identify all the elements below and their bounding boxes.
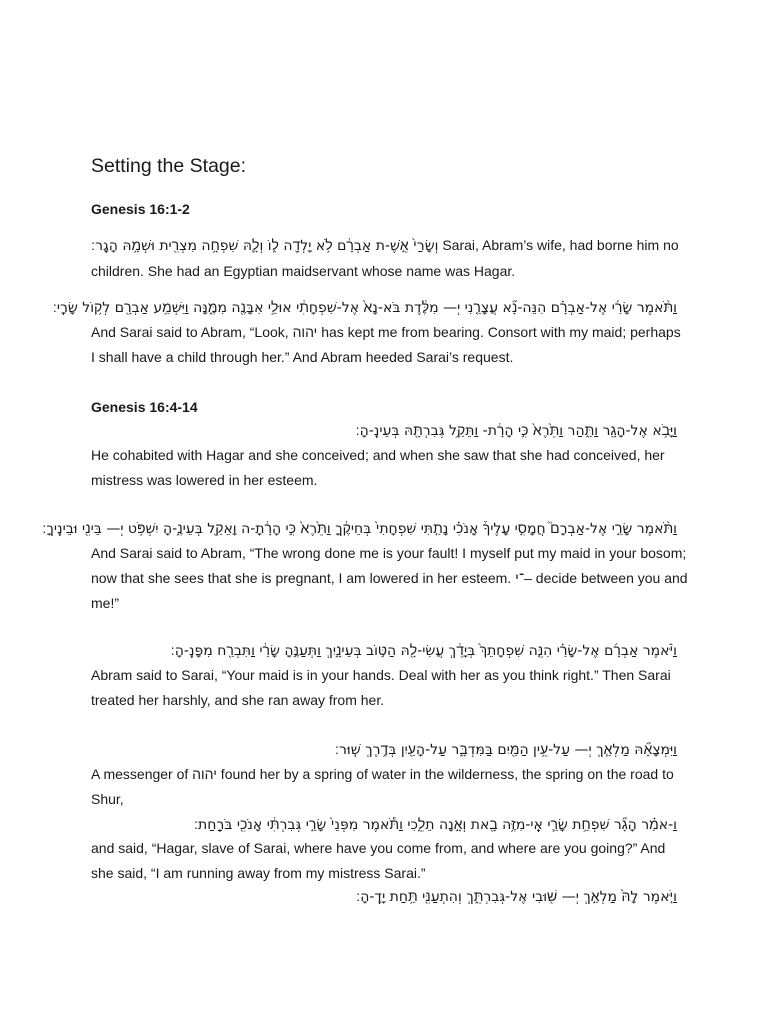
page-title: Setting the Stage: <box>91 155 247 177</box>
verse-16-4-english-line-2: mistress was lowered in her esteem. <box>91 472 318 488</box>
verse-16-1-line-1 <box>91 235 677 256</box>
verse-16-2-english-line-1: And Sarai said to Abram, “Look, יהוה has kept me from bearing. Consort with my maid; perhaps <box>91 324 681 340</box>
verse-16-8-english-line-1: and said, “Hagar, slave of Sarai, where have you come from, and where are you going?” And <box>91 840 666 856</box>
section-heading-genesis-16-1-2: Genesis 16:1-2 <box>91 201 190 217</box>
verse-16-8-hebrew: וַ-אמַ֗ר הָגָ֞ר שִׁפְחַ֥ת שָׂרַ֛י אֵֽי-מִזֶּ֥ה בָ֖את וְאָ֣נָה תֵלֵ֑כִי וַתֹּ֕אמֶר מִפְּנֵי֙ שָׂרַ֣י גְּבִרְתִּ֔י אָנֹכִ֖י בֹּרַֽחַת׃ <box>193 817 677 833</box>
verse-16-4-hebrew: וַיָּבֹ֥א אֶל-הָגָ֖ר וַתַּ֑הַר וַתֵּ֙רֶא֙ כִּ֣י הָרָ֔ת- וַתֵּקַ֥ל גְּבִרְתָּ֖הּ בְּעֵינֶֽ-הָ׃ <box>355 423 677 439</box>
verse-16-6-hebrew: וַיֹּ֨אמֶר אַבְרָ֜ם אֶל-שָׂרַ֗י הִנֵּ֤ה שִׁפְחָתֵךְ֙ בְּיָדֵ֔ךְ עֲשִׂי-לָ֖הּ הַטּ֣וֹב בְּעֵינָ֑יִךְ וַתְּעַנֶּ֣הָ שָׂרַ֔י וַתִּבְרַ֖ח מִפָּנֶֽ-הָ׃ <box>170 643 677 659</box>
verse-16-1-english-part-1: Sarai, Abram’s wife, had borne him no <box>442 237 679 253</box>
verse-16-5-english-line-1: And Sarai said to Abram, “The wrong done me is your fault! I myself put my maid in your bosom; <box>91 545 687 561</box>
verse-16-9-hebrew: וַיֹּ֤אמֶר לָהּ֙ מַלְאַ֣ךְ יְ— שׁ֖וּבִי אֶל-גְּבִרְתֵּ֑ךְ וְהִתְעַנִּ֖י תַּ֥חַת יָדֶֽ-הָ׃ <box>356 889 677 905</box>
verse-16-2-hebrew: וַתֹּ֨אמֶר שָׂרַ֜י אֶל-אַבְרָ֗ם הִנֵּה-נָ֞א עֲצָרַ֤נִי יְ— מִלֶּ֔דֶת בֹּא-נָא֙ אֶל-שִׁפְחָתִ֔י אוּלַ֥י אִבָּנֶ֖ה מִמֶּ֑נָּה וַיִּשְׁמַ֥ע אַבְרָ֖ם לְק֥וֹל שָׂרָֽי׃ <box>52 300 677 316</box>
verse-16-2-english-line-2: I shall have a child through her.” And Abram heeded Sarai’s request. <box>91 349 514 365</box>
verse-16-7-english-line-2: Shur, <box>91 791 124 807</box>
verse-16-5-english-line-3: me!” <box>91 595 119 611</box>
verse-16-6-english-line-1: Abram said to Sarai, “Your maid is in your hands. Deal with her as you think right.” Then Sarai <box>91 667 671 683</box>
verse-16-1-hebrew: וְשָׂרַי֙ אֵ֣שֶׁ-ת אַבְרָ֔ם לֹ֥א יָלְדָ֖ה ל֑וֹ וְלָ֛הּ שִׁפְחָ֥ה מִצְרִ֖ית וּשְׁמָ֥הּ הָגָֽר׃ <box>91 238 439 254</box>
section-heading-genesis-16-4-14: Genesis 16:4-14 <box>91 399 198 415</box>
verse-16-4-english-line-1: He cohabited with Hagar and she conceived; and when she saw that she had conceived, her <box>91 447 665 463</box>
verse-16-8-english-line-2: she said, “I am running away from my mistress Sarai.” <box>91 865 426 881</box>
verse-16-6-english-line-2: treated her harshly, and she ran away from her. <box>91 692 385 708</box>
verse-16-5-english-line-2: now that she sees that she is pregnant, I am lowered in her esteem. ־י– decide between you and <box>91 570 688 586</box>
verse-16-7-hebrew: וַיִּמְצָאָ֞הּ מַלְאַ֧ךְ יְ— עַל-עֵ֥ין הַמַּ֖יִם בַּמִּדְבָּ֑ר עַל-הָעַ֖יִן בְּדֶ֥רֶךְ שֽׁוּר׃ <box>334 742 677 758</box>
verse-16-1-english-part-2: children. She had an Egyptian maidservant whose name was Hagar. <box>91 263 516 279</box>
verse-16-7-english-line-1: A messenger of יהוה found her by a spring of water in the wilderness, the spring on the road to <box>91 766 674 782</box>
verse-16-5-hebrew: וַתֹּ֨אמֶר שָׂרַ֣י אֶל-אַבְרָם֮ חֲמָסִ֣י עָלֶיךָ֒ אָנֹכִ֗י נָתַ֤תִּי שִׁפְחָתִי֙ בְּחֵיקֶ֔ךָ וַתֵּ֙רֶא֙ כִּ֣י הָרָ֔תָ-ה וָאֵקַ֖ל בְּעֵינֶ֑-הָ יִשְׁפֹּ֥ט יְ— בֵּינִ֖י וּבֵינֶֽיךָ׃ <box>42 521 677 537</box>
